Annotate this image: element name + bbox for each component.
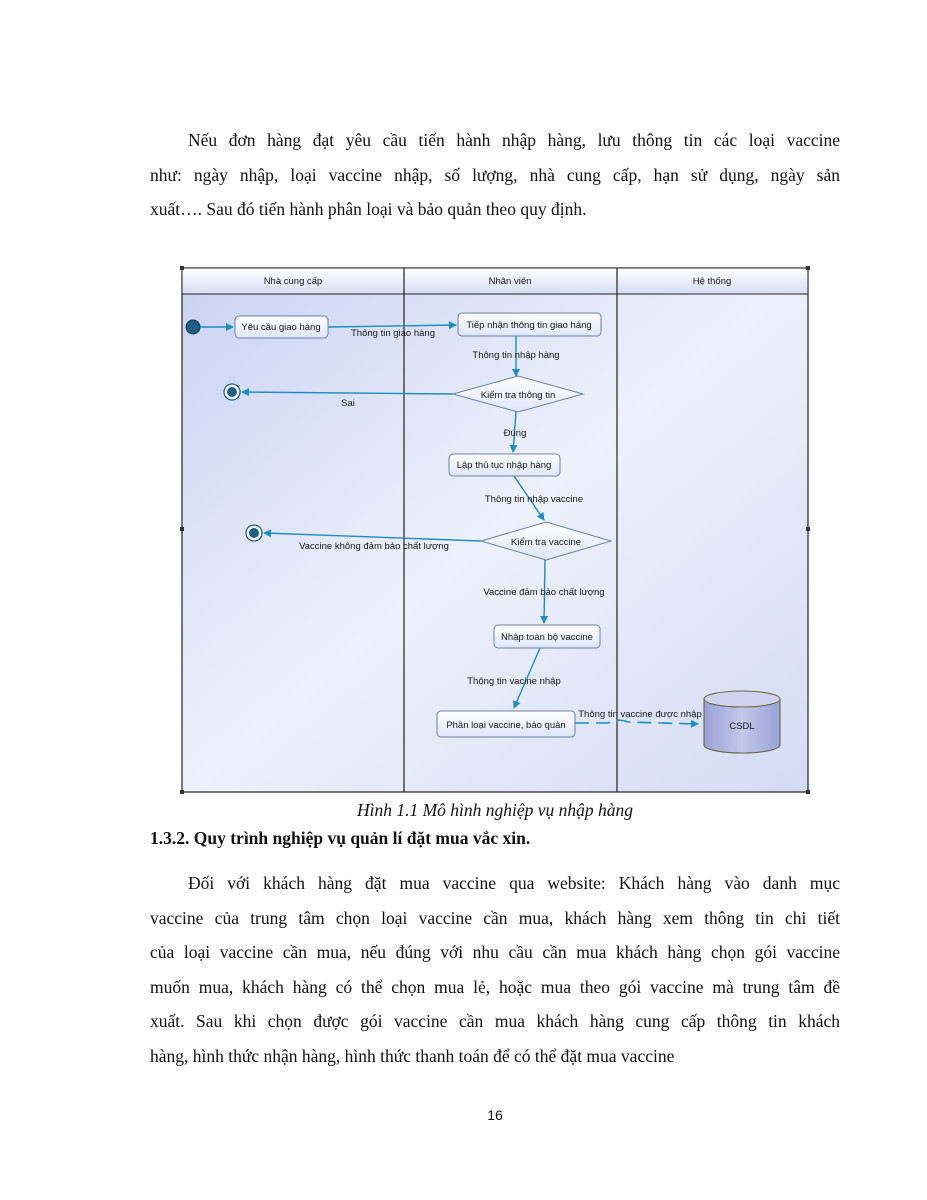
intro-paragraph (150, 123, 840, 227)
activity-diagram (178, 262, 814, 800)
selection-handle (806, 266, 810, 270)
section-heading: 1.3.2. Quy trình nghiệp vụ quản lí đặt mua vắc xin. (150, 828, 531, 848)
paragraph-line: xuất…. Sau đó tiến hành phân loại và bảo quản theo quy định. (150, 199, 587, 219)
paragraph-line: Nếu đơn hàng đạt yêu cầu tiến hành nhập hàng, lưu thông tin các loại vaccine (188, 130, 840, 150)
figure-caption: Hình 1.1 Mô hình nghiệp vụ nhập hàng (356, 800, 634, 820)
flow-label-thong-tin-nhap-hang: Thông tin nhập hàng (472, 350, 560, 361)
page-number: 16 (487, 1107, 503, 1123)
flow-label-khong-dam-bao: Vaccine không đảm bảo chất lượng (299, 541, 449, 552)
decision-label: Kiểm tra thông tin (480, 390, 556, 401)
selection-handle (180, 527, 184, 531)
lane-title-nhan-vien: Nhân viên (488, 276, 532, 287)
selection-handle (180, 266, 184, 270)
paragraph-line: hàng, hình thức nhận hàng, hình thức thanh toán để có thể đặt mua vaccine (150, 1045, 675, 1066)
paragraph-line: Đối với khách hàng đặt mua vaccine qua website: Khách hàng vào danh mục (188, 873, 840, 893)
activity-label: Nhập toàn bộ vaccine (501, 632, 593, 643)
selection-handle (180, 790, 184, 794)
decision-label: Kiểm tra vaccine (510, 537, 582, 548)
selection-handle (806, 790, 810, 794)
paragraph-line: xuất. Sau khi chọn được gói vaccine cần mua khách hàng cung cấp thông tin khách (150, 1011, 840, 1031)
paragraph-line: như: ngày nhập, loại vaccine nhập, số lượng, nhà cung cấp, hạn sử dụng, ngày sản (150, 164, 840, 185)
flow-label-dam-bao: Vaccine đảm bảo chất lượng (483, 587, 605, 598)
datastore-label: CSDL (729, 721, 755, 732)
flow-label-thong-tin-vacine-nhap: Thông tin vacine nhập (467, 676, 561, 687)
body-paragraph (150, 866, 840, 1073)
paragraph-line: vaccine của trung tâm chọn loại vaccine cần mua, khách hàng xem thông tin chi tiết (150, 907, 840, 928)
lane-title-he-thong: Hệ thống (692, 276, 732, 287)
flow-label-thong-tin-giao-hang: Thông tin giao hàng (351, 328, 435, 339)
paragraph-line: muốn mua, khách hàng có thể chọn mua lẻ, hoặc mua theo gói vaccine mà trung tâm đề (150, 976, 840, 997)
activity-label: Phân loại vaccine, bảo quản (446, 720, 566, 731)
activity-label: Tiếp nhận thông tin giao hàng (466, 320, 592, 331)
flow-label-thong-tin-nhap-vaccine: Thông tin nhập vaccine (484, 494, 584, 505)
final-node-core (249, 528, 259, 538)
flow-label-sai: Sai (341, 398, 355, 409)
selection-handle (806, 527, 810, 531)
activity-label: Yêu cầu giao hàng (241, 322, 321, 333)
flow-label-duoc-nhap: Thông tin vaccine được nhập (578, 709, 702, 720)
lane-title-nha-cung-cap: Nhà cung cấp (263, 276, 323, 287)
activity-label: Lập thủ tục nhập hàng (456, 460, 552, 471)
final-node-core (227, 387, 237, 397)
paragraph-line: của loại vaccine cần mua, nếu đúng với nhu cầu cần mua khách hàng chọn gói vaccine (150, 942, 840, 962)
initial-node (186, 320, 200, 334)
flow-label-dung: Đúng (503, 428, 527, 439)
